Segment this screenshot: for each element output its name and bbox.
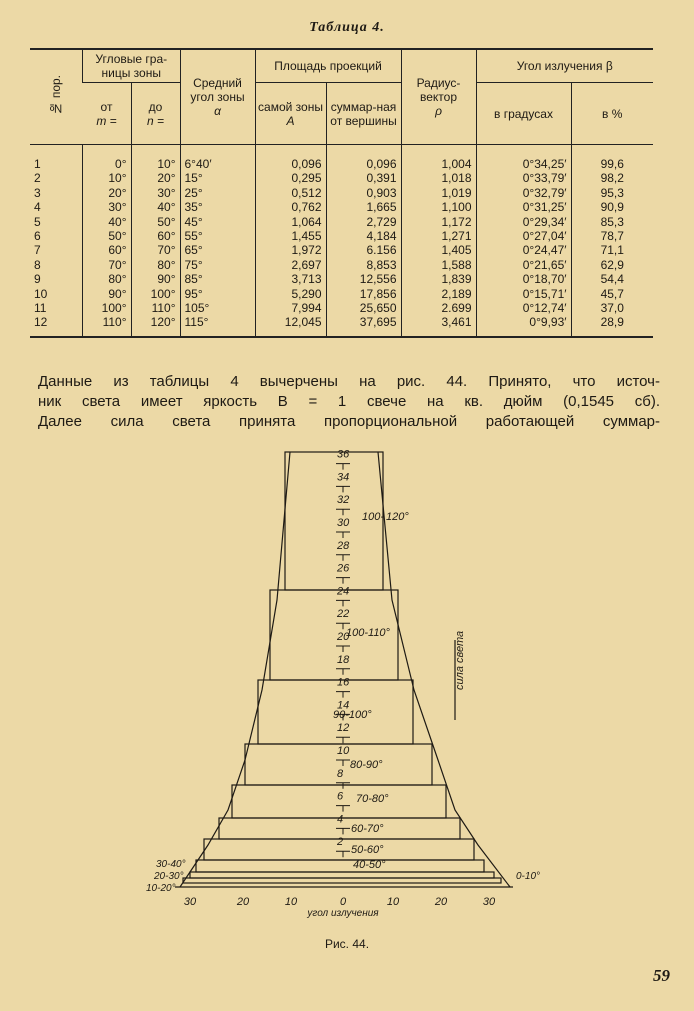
table-cell: 80° [83, 272, 132, 286]
table-cell: 1,405 [401, 243, 476, 257]
table-cell: 80° [131, 258, 180, 272]
table-cell: 20° [83, 186, 132, 200]
scale-tick [336, 692, 350, 698]
table-cell: 11 [34, 301, 47, 316]
table-cell: 110° [131, 301, 180, 315]
header-to: до n = [131, 83, 180, 145]
zone-label: 30-40° [156, 859, 186, 870]
scale-tick [336, 578, 350, 584]
table-cell: 10 [34, 286, 48, 301]
scale-label: 22 [337, 608, 350, 621]
table-cell: 0°15,71′ [476, 287, 571, 301]
table-cell: 95,3 [571, 186, 653, 200]
zone-label: 20-30° [154, 871, 184, 882]
scale-label: 20 [337, 631, 350, 643]
table-cell: 2.699 [401, 301, 476, 315]
zone-label: 10-20° [146, 883, 176, 894]
table-cell: 75° [180, 258, 255, 272]
table-cell: 1,665 [326, 200, 401, 214]
table-cell: 100° [131, 287, 180, 301]
table-cell: 5,290 [255, 287, 326, 301]
zone-label: 90-100° [333, 709, 372, 721]
table-cell: 1,172 [401, 215, 476, 229]
zone-label: 60-70° [351, 823, 384, 835]
table-cell: 1,271 [401, 229, 476, 243]
table-cell: 0,903 [326, 186, 401, 200]
table-cell: 30° [131, 186, 180, 200]
table-cell: 0,096 [255, 145, 326, 172]
table-cell: 40° [131, 200, 180, 214]
x-tick-label: 10 [386, 896, 400, 908]
table-cell: 0°33,79′ [476, 171, 571, 185]
scale-label: 18 [337, 653, 350, 666]
scale-tick [336, 828, 350, 834]
table-cell: 90° [83, 287, 132, 301]
table-cell: 0,391 [326, 171, 401, 185]
scale-label: 34 [337, 471, 350, 484]
table-cell: 71,1 [571, 243, 653, 257]
table-cell: 115° [180, 315, 255, 336]
table-cell: 25,650 [326, 301, 401, 315]
scale-tick [336, 600, 350, 606]
table-cell: 12,556 [326, 272, 401, 286]
table-cell: 17,856 [326, 287, 401, 301]
scale-tick [336, 760, 350, 766]
page-number: 59 [653, 966, 670, 985]
table-cell: 6 [34, 229, 41, 244]
x-tick-label: 30 [183, 896, 197, 908]
table-cell: 0°18,70′ [476, 272, 571, 286]
scale-tick [336, 669, 350, 675]
table-cell: 0°29,34′ [476, 215, 571, 229]
scale-label: 16 [337, 676, 350, 689]
scale-label: 2 [337, 836, 344, 849]
zone-label: 0-10° [516, 871, 541, 882]
x-tick-label: 20 [434, 896, 448, 908]
x-tick-label: 0 [339, 896, 347, 908]
scale-tick [336, 646, 350, 652]
table-cell: 2,189 [401, 287, 476, 301]
table-cell: 65° [180, 243, 255, 257]
table-cell: 1,455 [255, 229, 326, 243]
x-tick-label: 10 [284, 896, 298, 908]
header-area-zone: самой зоны A [255, 83, 326, 145]
table-cell: 1,018 [401, 171, 476, 185]
table-cell: 90° [131, 272, 180, 286]
header-area: Площадь проекций [255, 49, 401, 83]
paragraph-line: Данные из таблицы 4 вычерчены на рис. 44. Принято, что источ- [38, 373, 660, 390]
table-cell: 40° [83, 215, 132, 229]
header-mid: Средний угол зоны α [180, 49, 255, 145]
table-cell: 0°32,79′ [476, 186, 571, 200]
table-cell: 8,853 [326, 258, 401, 272]
table-cell: 1,972 [255, 243, 326, 257]
table-cell: 100° [83, 301, 132, 315]
table-cell: 0°27,04′ [476, 229, 571, 243]
table-cell: 0°24,47′ [476, 243, 571, 257]
table-cell: 0° [83, 145, 132, 172]
zone-label: 100-110° [346, 627, 390, 639]
scale-label: 32 [337, 494, 350, 507]
table-cell: 1,100 [401, 200, 476, 214]
table-cell: 0°34,25′ [476, 145, 571, 172]
table-caption: Таблица 4. [309, 20, 385, 35]
table-cell: 60° [83, 243, 132, 257]
table-cell: 1,064 [255, 215, 326, 229]
table-cell: 25° [180, 186, 255, 200]
header-area-sum: суммар-ная от вершины [326, 83, 401, 145]
table-cell: 4,184 [326, 229, 401, 243]
table-cell: 3,713 [255, 272, 326, 286]
table-cell: 20° [131, 171, 180, 185]
scale-tick [336, 806, 350, 812]
paragraph-line: Далее сила света принята пропорциональной работающей суммар- [38, 413, 660, 430]
table-cell: 0°9,93′ [476, 315, 571, 336]
table-cell: 90,9 [571, 200, 653, 214]
header-deg: в градусах [476, 83, 571, 145]
table-cell: 10° [131, 145, 180, 172]
scale-tick [336, 532, 350, 538]
header-from: от m = [83, 83, 132, 145]
table-cell: 10° [83, 171, 132, 185]
table-cell: 70° [83, 258, 132, 272]
table-cell: 3 [34, 185, 41, 200]
table-cell: 99,6 [571, 145, 653, 172]
table-cell: 5 [34, 214, 41, 229]
table-cell: 6°40′ [180, 145, 255, 172]
scale-label: 36 [337, 448, 350, 461]
table-cell: 120° [131, 315, 180, 336]
scale-label: 4 [337, 813, 344, 826]
scale-label: 8 [337, 767, 344, 780]
table-cell: 0°21,65′ [476, 258, 571, 272]
table-cell: 50° [131, 215, 180, 229]
table-cell: 0,295 [255, 171, 326, 185]
zone-label: 40-50° [353, 859, 386, 871]
table-cell: 6.156 [326, 243, 401, 257]
x-axis-label: угол излучения [307, 908, 379, 919]
table-cell: 60° [131, 229, 180, 243]
scale-label: 12 [337, 722, 350, 735]
table-cell: 50° [83, 229, 132, 243]
table-cell: 15° [180, 171, 255, 185]
table-cell: 30° [83, 200, 132, 214]
table-cell: 98,2 [571, 171, 653, 185]
table-cell: 85,3 [571, 215, 653, 229]
table-cell: 105° [180, 301, 255, 315]
table-cell: 45° [180, 215, 255, 229]
table-cell: 28,9 [571, 315, 653, 336]
zone-label: 70-80° [356, 793, 389, 805]
table-cell: 0,096 [326, 145, 401, 172]
header-number: № пор. [30, 49, 83, 145]
scale-tick [336, 486, 350, 492]
x-tick-label: 30 [482, 896, 496, 908]
scale-label: 6 [337, 790, 344, 803]
table-cell: 1,588 [401, 258, 476, 272]
figure-caption: Рис. 44. [324, 937, 370, 951]
table-cell: 110° [83, 315, 132, 336]
table-cell: 0°31,25′ [476, 200, 571, 214]
table-cell: 1,839 [401, 272, 476, 286]
header-pct: в % [571, 83, 653, 145]
scale-label: 28 [337, 539, 350, 552]
scale-label: 26 [337, 562, 350, 575]
table-cell: 62,9 [571, 258, 653, 272]
table-cell: 85° [180, 272, 255, 286]
table-cell: 1 [34, 157, 41, 171]
scale-label: 10 [337, 745, 350, 757]
table-cell: 37,0 [571, 301, 653, 315]
table-cell: 54,4 [571, 272, 653, 286]
table-cell: 8 [34, 257, 41, 272]
table-cell: 55° [180, 229, 255, 243]
table-cell: 2,697 [255, 258, 326, 272]
y-axis-label: сила света [454, 630, 466, 690]
table-cell: 37,695 [326, 315, 401, 336]
table-cell: 95° [180, 287, 255, 301]
zone-label: 50-60° [351, 844, 384, 856]
table-cell: 7,994 [255, 301, 326, 315]
scale-tick [336, 737, 350, 743]
x-tick-label: 20 [236, 896, 250, 908]
header-beta: Угол излучения β [476, 49, 653, 83]
table-cell: 1,019 [401, 186, 476, 200]
zone-label: 100- [362, 511, 385, 523]
table-cell: 12 [34, 315, 48, 330]
table-cell: 7 [34, 243, 41, 258]
table-cell: 3,461 [401, 315, 476, 336]
scale-label: 24 [337, 585, 350, 598]
table-cell: 2 [34, 171, 41, 186]
paragraph-line: ник света имеет яркость B = 1 свече на кв. дюйм (0,1545 сб). [38, 393, 660, 410]
table-cell: 35° [180, 200, 255, 214]
zone-label: 120° [386, 511, 409, 523]
scale-tick [336, 509, 350, 515]
table-cell: 1,004 [401, 145, 476, 172]
scale-tick [336, 555, 350, 561]
table-cell: 70° [131, 243, 180, 257]
header-bounds: Угловые гра-ницы зоны [83, 49, 181, 83]
scale-label: 14 [337, 699, 350, 712]
scale-tick [336, 783, 350, 789]
scale-tick [336, 464, 350, 470]
table-cell: 0,512 [255, 186, 326, 200]
zone-label: 80-90° [350, 759, 383, 771]
table-cell: 0,762 [255, 200, 326, 214]
table-cell: 78,7 [571, 229, 653, 243]
table-cell: 12,045 [255, 315, 326, 336]
table-cell: 9 [34, 272, 41, 287]
scale-tick [336, 851, 350, 857]
scale-label: 30 [337, 517, 350, 529]
table-cell: 45,7 [571, 287, 653, 301]
table-cell: 2,729 [326, 215, 401, 229]
table-cell: 0°12,74′ [476, 301, 571, 315]
table-cell: 4 [34, 200, 41, 215]
header-radius: Радиус-вектор ρ [401, 49, 476, 145]
